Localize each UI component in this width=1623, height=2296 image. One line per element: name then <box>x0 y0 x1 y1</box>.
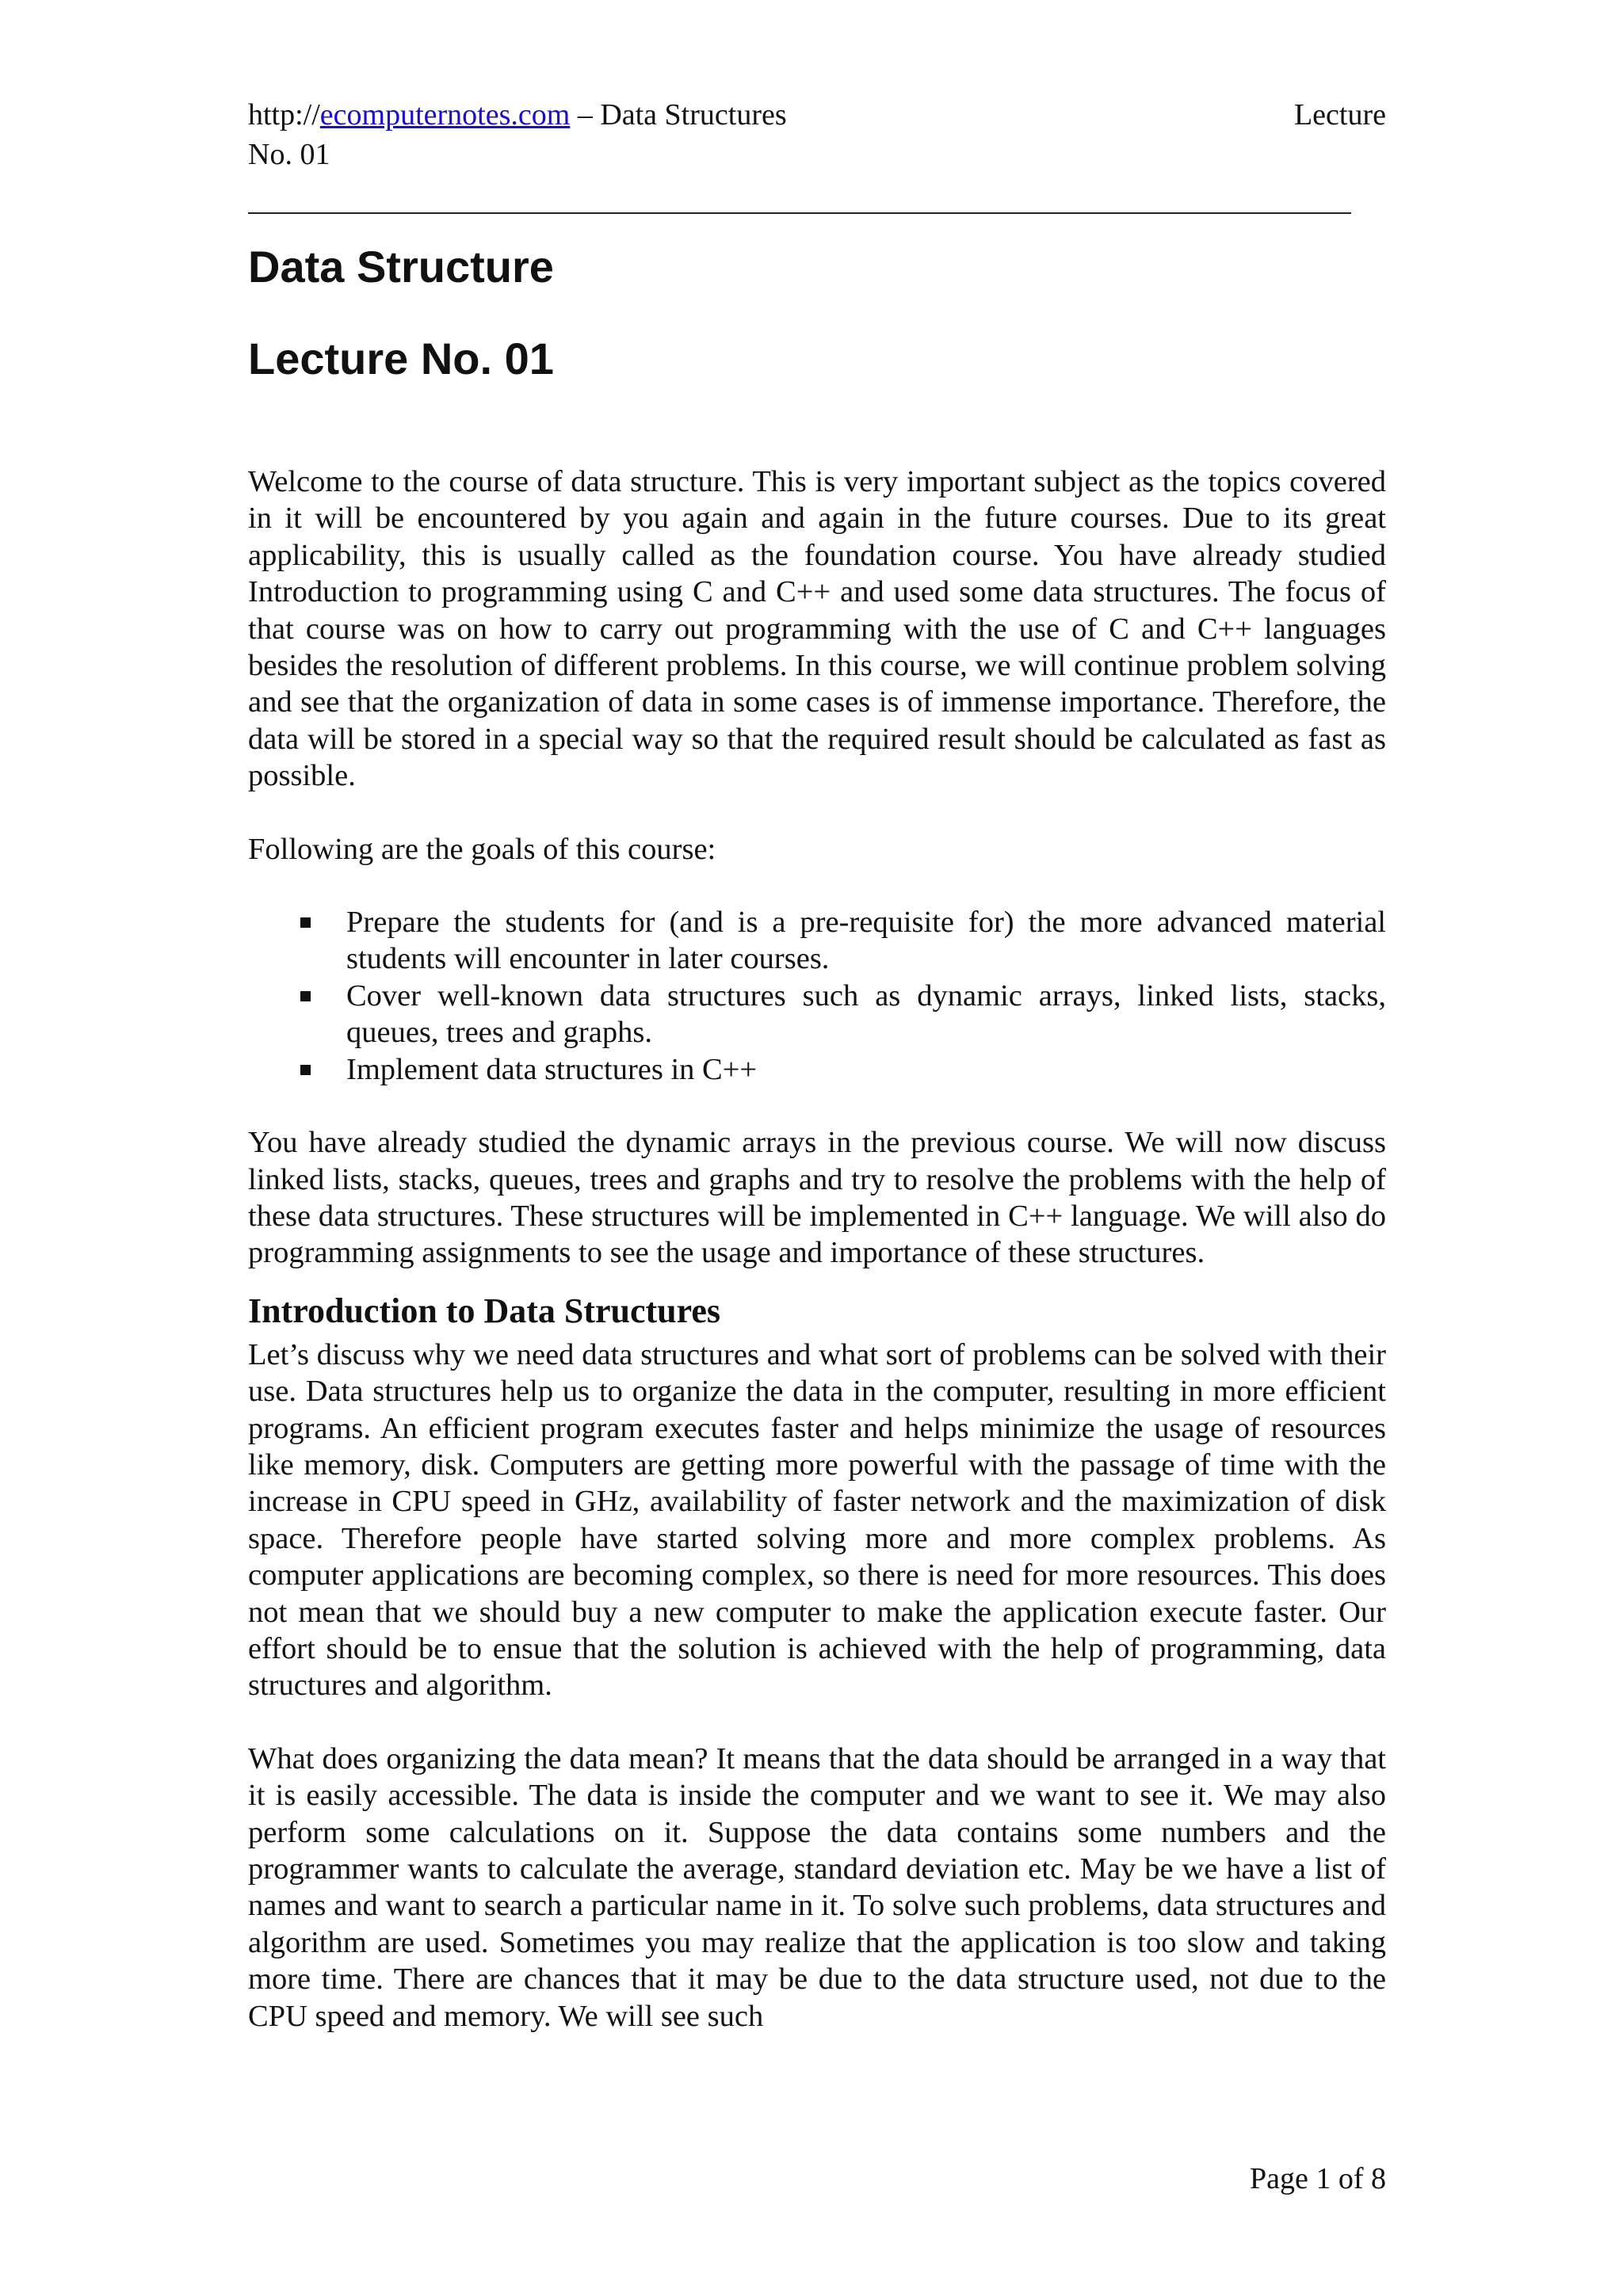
goals-lead: Following are the goals of this course: <box>248 832 716 866</box>
list-item-text: Cover well-known data structures such as dynamic arrays, linked lists, stacks, queues, trees and graphs. <box>346 978 1386 1050</box>
intro-data-structures-paragraph: Let’s discuss why we need data structures and what sort of problems can be solved with their use. Data structures help us to organize the data in the computer, resulting in more efficient programs. An efficient program executes faster and helps minimize the usage of resources like memory, disk. Computers are getting more powerful with the passage of time with the increase in CPU speed in GHz, availability of faster network and the maximization of disk space. Therefore people have started solving more and more complex problems. As computer applications are becoming complex, so there is need for more resources. This does not mean that we should buy a new computer to make the application execute faster. Our effort should be to ensue that the solution is achieved with the help of programming, data structures and algorithm. <box>248 1337 1386 1703</box>
paragraph-gap <box>248 1704 1386 1741</box>
header-divider <box>248 212 1351 214</box>
list-item <box>248 904 1386 978</box>
page-number: Page 1 of 8 <box>1249 2162 1386 2195</box>
lecture-title: Lecture No. 01 <box>248 334 554 383</box>
header-lecture-label: Lecture <box>1293 98 1386 132</box>
intro-paragraph: Welcome to the course of data structure. This is very important subject as the topics covered in it will be encountered by you again and again in the future courses. Due to its great applicability, this is usually called as the foundation course. You have already studied Introduction to programming using C and C++ and used some data structures. The focus of that course was on how to carry out programming with the use of C and C++ languages besides the resolution of different problems. In this course, we will continue problem solving and see that the organization of data in some cases is of immense importance. Therefore, the data will be stored in a special way so that the required result should be calculated as fast as possible. <box>248 465 1386 793</box>
header-title <box>248 95 787 135</box>
header-suffix: – Data Structures <box>570 98 787 132</box>
paragraph-gap <box>248 1088 1386 1124</box>
organizing-data-paragraph: What does organizing the data mean? It means that the data should be arranged in a way that it is easily accessible. The data is inside the computer and we want to see it. We may also perform some calculations on it. Suppose the data contains some numbers and the programmer wants to calculate the average, standard deviation etc. May be we have a list of names and want to search a particular name in it. To solve such problems, data structures and algorithm are used. Sometimes you may realize that the application is too slow and taking more time. There are chances that it may be due to the data structure used, not due to the CPU speed and memory. We will see such <box>248 1741 1386 2033</box>
paragraph-gap <box>248 868 1386 904</box>
section-heading: Introduction to Data Structures <box>248 1291 721 1330</box>
goals-list <box>248 904 1386 1088</box>
after-goals-paragraph: You have already studied the dynamic arrays in the previous course. We will now discuss linked lists, stacks, queues, trees and graphs and try to resolve the problems with the help of these data structures. These structures will be implemented in C++ language. We will also do programming assignments to see the usage and importance of these structures. <box>248 1126 1386 1270</box>
list-item <box>248 1051 1386 1088</box>
list-item-text: Prepare the students for (and is a pre-requisite for) the more advanced material students will encounter in later courses. <box>346 906 1386 976</box>
list-item <box>248 978 1386 1051</box>
header-lecture-number: No. 01 <box>248 138 330 171</box>
header-link[interactable]: ecomputernotes.com <box>319 98 571 132</box>
square-bullet-icon <box>300 991 311 1001</box>
square-bullet-icon <box>300 1065 311 1075</box>
page-header <box>248 95 1386 174</box>
page <box>248 95 1386 174</box>
list-item-text: Implement data structures in C++ <box>346 1052 758 1086</box>
document-body <box>248 463 1386 2035</box>
document-title: Data Structure <box>248 242 554 292</box>
header-url-prefix: http:// <box>248 98 320 132</box>
square-bullet-icon <box>300 917 311 928</box>
paragraph-gap <box>248 795 1386 831</box>
